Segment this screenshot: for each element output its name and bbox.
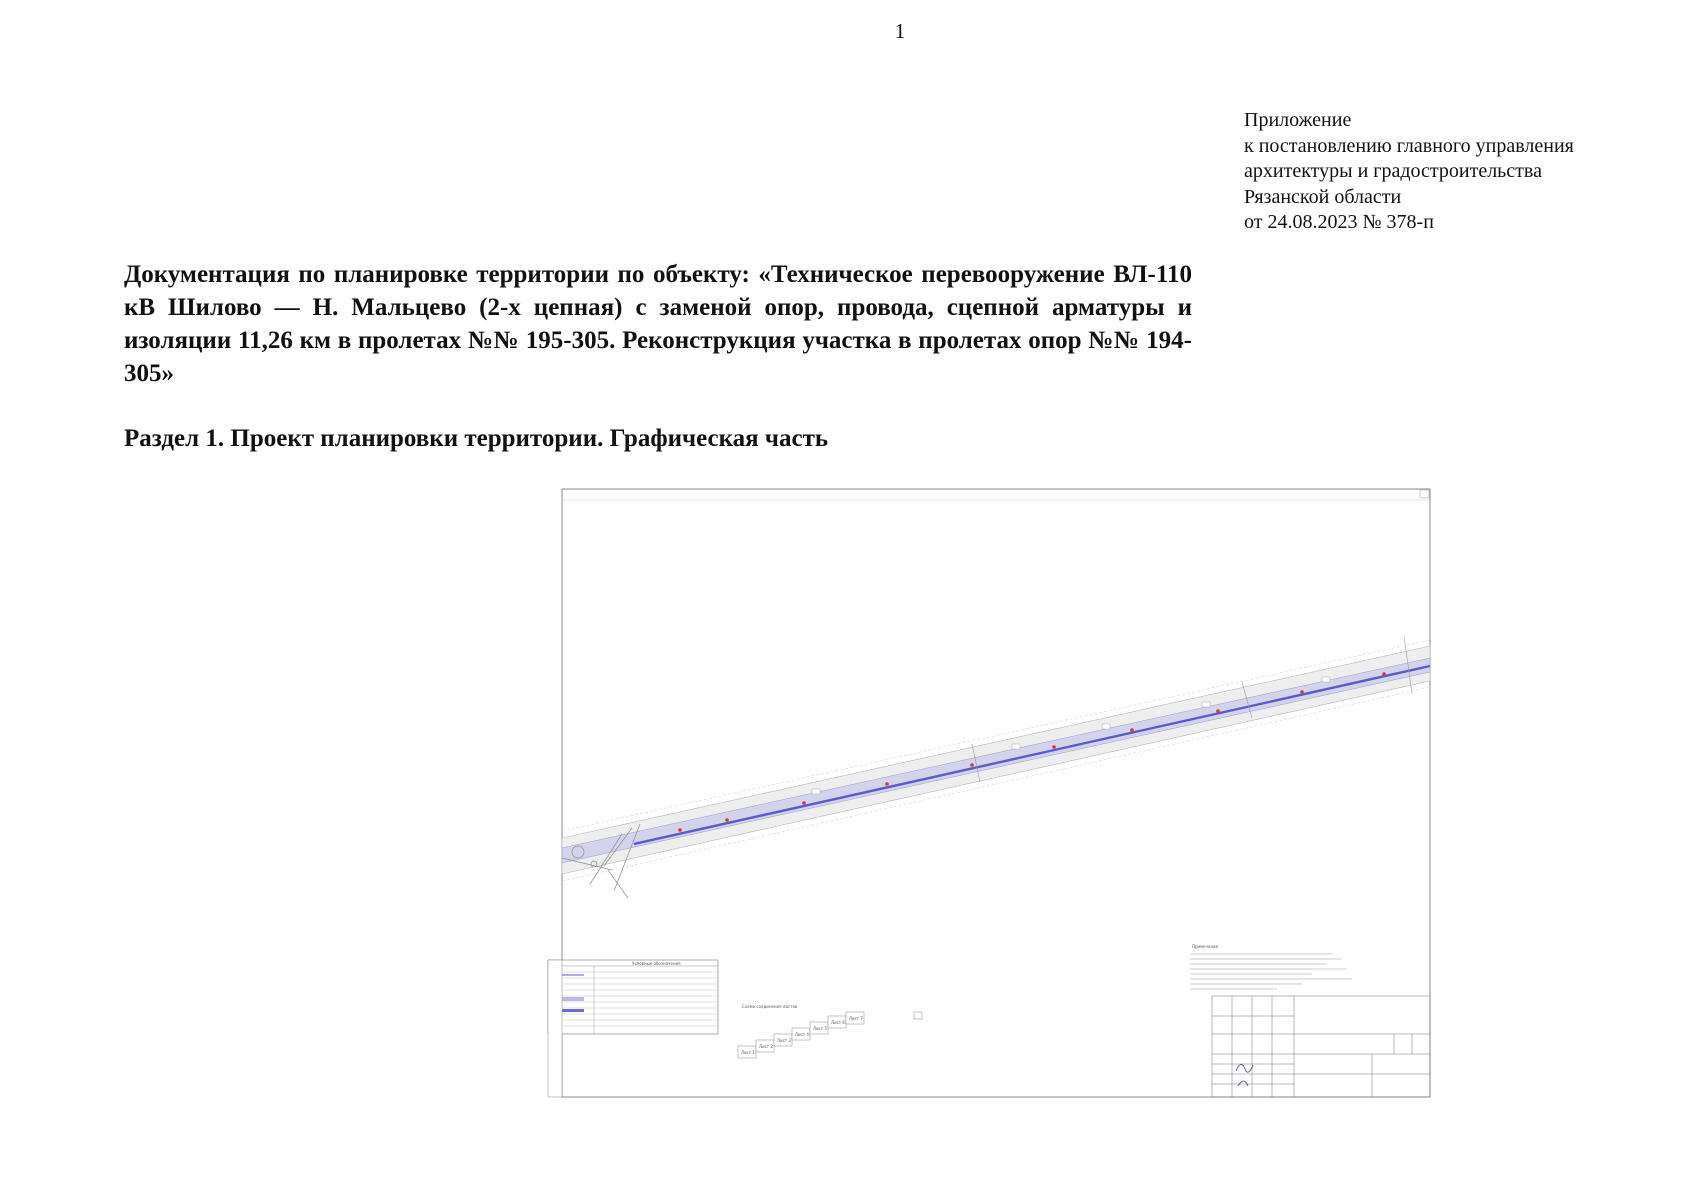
appendix-line-1: Приложение	[1244, 109, 1352, 131]
planning-drawing	[542, 486, 1435, 1100]
sheet-label-5: Лист 5	[813, 1026, 827, 1031]
legend-table	[548, 960, 718, 1034]
appendix-line-2: к постановлению главного управления	[1244, 134, 1574, 157]
appendix-block	[1244, 108, 1664, 236]
left-stamp-strip	[548, 960, 562, 1097]
appendix-line-5: от 24.08.2023 № 378-п	[1244, 211, 1434, 233]
sheet-label-6: Лист 6	[831, 1020, 845, 1025]
planning-drawing-svg	[542, 486, 1435, 1100]
sheet-label-2: Лист 2	[759, 1044, 773, 1049]
page-number: 1	[894, 19, 906, 43]
appendix-line-3: архитектуры и градостроительства	[1244, 160, 1542, 182]
sheet-label-1: Лист 1	[741, 1050, 755, 1055]
document-title: Документация по планировке территории по объекту: «Техническое перевооружение ВЛ-110 кВ Шилово — Н. Мальцево (2-х цепная) с заменой опор, провода, сцепной арматуры и изоляции 11,26 км в пролетах №№ 195-305. Реконструкция участка в пролетах опор №№ 194-305»	[124, 261, 1192, 387]
sheet-label-3: Лист 3	[777, 1038, 791, 1043]
sheet-label-4: Лист 4	[795, 1032, 809, 1037]
section-title: Раздел 1. Проект планировки территории. Графическая часть	[124, 425, 829, 452]
appendix-line-4: Рязанской области	[1244, 185, 1402, 208]
legend-title: Условные обозначения	[632, 961, 681, 966]
sheet-layout-label: Схема соединения листов	[742, 1004, 798, 1009]
notes-title: Примечания	[1192, 944, 1219, 949]
sheet-label-7: Лист 7	[849, 1016, 863, 1021]
